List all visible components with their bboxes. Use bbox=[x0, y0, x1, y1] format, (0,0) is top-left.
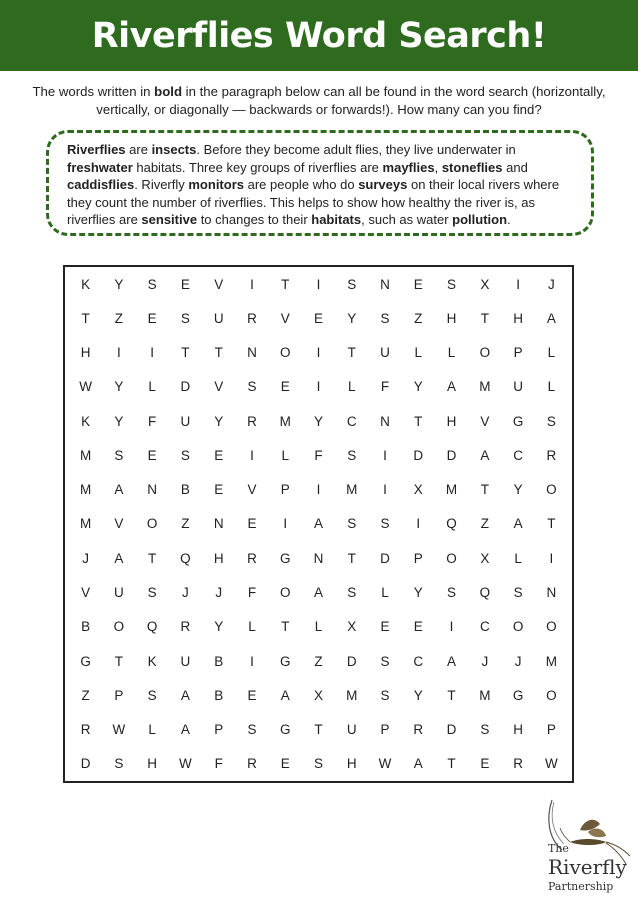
grid-cell[interactable]: X bbox=[413, 482, 423, 498]
grid-cell[interactable]: N bbox=[380, 413, 390, 429]
grid-cell[interactable]: A bbox=[447, 653, 457, 669]
grid-cell[interactable]: R bbox=[180, 619, 191, 635]
grid-cell[interactable]: S bbox=[347, 585, 357, 601]
grid-cell[interactable]: Q bbox=[180, 550, 191, 566]
grid-cell[interactable]: O bbox=[279, 345, 291, 361]
paragraph-text: . Before they become adult flies, they live underwater in bbox=[196, 142, 516, 157]
grid-cell[interactable]: H bbox=[147, 756, 158, 772]
grid-cell[interactable]: G bbox=[279, 653, 291, 669]
grid-cell[interactable]: Z bbox=[314, 653, 323, 669]
grid-cell[interactable]: S bbox=[147, 276, 157, 292]
instructions-text-1: The words written in bbox=[32, 84, 155, 99]
grid-cell[interactable]: O bbox=[113, 619, 125, 635]
grid-cell[interactable]: D bbox=[446, 447, 457, 463]
paragraph-text: , bbox=[434, 159, 442, 175]
grid-cell[interactable]: M bbox=[346, 482, 358, 498]
grid-cell[interactable]: X bbox=[313, 687, 323, 703]
keyword: mayflies bbox=[382, 159, 435, 175]
grid-cell[interactable]: L bbox=[447, 345, 456, 361]
grid-cell[interactable]: P bbox=[546, 722, 556, 738]
grid-cell[interactable]: S bbox=[313, 756, 323, 772]
grid-cell[interactable]: F bbox=[247, 585, 257, 601]
grid-cell[interactable]: E bbox=[413, 276, 423, 292]
grid-cell[interactable]: S bbox=[247, 379, 257, 395]
keyword: Riverflies bbox=[67, 142, 126, 157]
grid-cell[interactable]: M bbox=[80, 482, 92, 498]
grid-cell[interactable]: N bbox=[247, 345, 257, 361]
grid-cell[interactable]: S bbox=[447, 276, 457, 292]
grid-cell[interactable]: J bbox=[481, 653, 489, 669]
grid-cell[interactable]: F bbox=[380, 379, 390, 395]
grid-cell[interactable]: I bbox=[516, 276, 520, 292]
grid-cell[interactable]: T bbox=[447, 687, 456, 703]
grid-cell[interactable]: E bbox=[480, 756, 490, 772]
grid-cell[interactable]: S bbox=[180, 310, 190, 326]
grid-cell[interactable]: Y bbox=[214, 413, 224, 429]
keyword: pollution bbox=[452, 212, 508, 227]
grid-cell[interactable]: L bbox=[547, 345, 556, 361]
keyword: caddisflies bbox=[67, 177, 135, 192]
grid-cell[interactable]: J bbox=[547, 276, 555, 292]
grid-cell[interactable]: M bbox=[279, 413, 291, 429]
grid-cell[interactable]: F bbox=[148, 413, 157, 429]
grid-cell[interactable]: S bbox=[114, 756, 124, 772]
grid-cell[interactable]: E bbox=[280, 756, 290, 772]
grid-cell[interactable]: B bbox=[214, 653, 224, 669]
paragraph-text: , such as water bbox=[361, 212, 453, 227]
grid-cell[interactable]: E bbox=[313, 310, 323, 326]
grid-cell[interactable]: Y bbox=[413, 687, 423, 703]
grid-cell[interactable]: Z bbox=[114, 310, 124, 326]
grid-cell[interactable]: V bbox=[247, 482, 257, 498]
grid-cell[interactable]: U bbox=[114, 585, 124, 601]
paragraph-text: . Riverfly bbox=[134, 177, 189, 192]
grid-cell[interactable]: R bbox=[80, 722, 91, 738]
grid-cell[interactable]: I bbox=[316, 276, 321, 292]
grid-cell[interactable]: L bbox=[148, 379, 156, 395]
page-title: Riverflies Word Search! bbox=[91, 15, 547, 56]
logo-line-the: The bbox=[548, 842, 569, 855]
grid-cell[interactable]: S bbox=[347, 516, 357, 532]
grid-cell[interactable]: P bbox=[280, 482, 290, 498]
grid-cell[interactable]: E bbox=[214, 482, 224, 498]
grid-cell[interactable]: J bbox=[82, 550, 89, 566]
grid-cell[interactable]: S bbox=[147, 585, 157, 601]
grid-cell[interactable]: A bbox=[114, 482, 124, 498]
grid-cell[interactable]: B bbox=[214, 687, 224, 703]
grid-cell[interactable]: C bbox=[479, 619, 490, 635]
grid-cell[interactable]: A bbox=[447, 379, 457, 395]
grid-cell[interactable]: I bbox=[250, 447, 254, 463]
grid-cell[interactable]: I bbox=[383, 447, 387, 463]
grid-cell[interactable]: L bbox=[148, 722, 156, 738]
grid-cell[interactable]: E bbox=[147, 310, 157, 326]
grid-cell[interactable]: S bbox=[380, 516, 390, 532]
grid-cell[interactable]: T bbox=[314, 722, 323, 738]
grid-cell[interactable]: J bbox=[215, 585, 223, 601]
grid-cell[interactable]: R bbox=[247, 310, 257, 326]
paragraph-text: are people who do bbox=[244, 177, 359, 192]
grid-cell[interactable]: X bbox=[347, 619, 357, 635]
grid-cell[interactable]: O bbox=[279, 585, 291, 601]
grid-cell[interactable]: I bbox=[549, 550, 554, 566]
grid-cell[interactable]: P bbox=[413, 550, 423, 566]
grid-cell[interactable]: M bbox=[545, 653, 557, 669]
grid-cell[interactable]: U bbox=[180, 653, 191, 669]
grid-cell[interactable]: O bbox=[446, 550, 457, 566]
grid-cell[interactable]: B bbox=[180, 482, 190, 498]
grid-cell[interactable]: Y bbox=[413, 585, 423, 601]
grid-cell[interactable]: T bbox=[114, 653, 124, 669]
grid-cell[interactable]: N bbox=[546, 585, 557, 601]
grid-cell[interactable]: W bbox=[79, 379, 92, 395]
grid-cell[interactable]: K bbox=[147, 653, 157, 669]
grid-cell[interactable]: Y bbox=[413, 379, 423, 395]
grid-cell[interactable]: N bbox=[213, 516, 224, 532]
grid-cell[interactable]: G bbox=[512, 687, 524, 703]
grid-cell[interactable]: T bbox=[214, 345, 223, 361]
grid-cell[interactable]: H bbox=[446, 413, 457, 429]
keyword: freshwater bbox=[67, 159, 133, 175]
grid-cell[interactable]: T bbox=[480, 310, 489, 326]
grid-cell[interactable]: Z bbox=[81, 687, 90, 703]
grid-cell[interactable]: L bbox=[381, 585, 389, 601]
grid-cell[interactable]: R bbox=[513, 756, 523, 772]
clue-paragraph-box bbox=[46, 130, 594, 236]
grid-cell[interactable]: Q bbox=[446, 516, 457, 532]
logo-line-partnership: Partnership bbox=[548, 880, 614, 893]
grid-cell[interactable]: Q bbox=[479, 585, 491, 601]
grid-cell[interactable]: H bbox=[213, 550, 224, 566]
grid-cell[interactable]: S bbox=[380, 310, 390, 326]
grid-cell[interactable]: H bbox=[80, 345, 91, 361]
grid-cell[interactable]: T bbox=[547, 516, 556, 532]
grid-cell[interactable]: A bbox=[513, 516, 523, 532]
grid-cell[interactable]: O bbox=[546, 619, 557, 635]
grid-cell[interactable]: X bbox=[480, 550, 490, 566]
grid-cell[interactable]: O bbox=[512, 619, 524, 635]
grid-cell[interactable]: S bbox=[480, 722, 490, 738]
paragraph-text: on their local rivers where they count the number of riverflies. This helps to show how healthy the river is, as riverflies are bbox=[67, 177, 560, 227]
grid-cell[interactable]: H bbox=[513, 310, 523, 326]
grid-cell[interactable]: Y bbox=[313, 413, 323, 429]
grid-cell[interactable]: E bbox=[380, 619, 390, 635]
grid-cell[interactable]: D bbox=[80, 756, 91, 772]
grid-cell[interactable]: M bbox=[80, 516, 92, 532]
grid-cell[interactable]: O bbox=[546, 687, 557, 703]
instructions bbox=[20, 83, 618, 119]
grid-cell[interactable]: T bbox=[347, 345, 356, 361]
grid-cell[interactable]: X bbox=[480, 276, 490, 292]
grid-cell[interactable]: A bbox=[480, 447, 490, 463]
grid-cell[interactable]: P bbox=[114, 687, 124, 703]
grid-cell[interactable]: R bbox=[413, 722, 424, 738]
grid-cell[interactable]: J bbox=[514, 653, 522, 669]
grid-cell[interactable]: Z bbox=[480, 516, 489, 532]
grid-cell[interactable]: S bbox=[247, 722, 257, 738]
grid-cell[interactable]: V bbox=[480, 413, 490, 429]
grid-cell[interactable]: E bbox=[413, 619, 423, 635]
grid-cell[interactable]: Z bbox=[414, 310, 423, 326]
grid-cell[interactable]: M bbox=[346, 687, 358, 703]
grid-cell[interactable]: A bbox=[280, 687, 290, 703]
grid-cell[interactable]: G bbox=[80, 653, 91, 669]
grid-cell[interactable]: L bbox=[514, 550, 522, 566]
grid-cell[interactable]: I bbox=[316, 379, 321, 395]
logo-line-riverfly: Riverfly bbox=[548, 855, 627, 879]
grid-cell[interactable]: B bbox=[81, 619, 91, 635]
grid-cell[interactable]: U bbox=[213, 310, 224, 326]
grid-cell[interactable]: G bbox=[279, 550, 291, 566]
paragraph-text: . bbox=[507, 212, 511, 227]
grid-cell[interactable]: T bbox=[148, 550, 157, 566]
grid-cell[interactable]: D bbox=[346, 653, 357, 669]
grid-cell[interactable]: L bbox=[414, 345, 423, 361]
grid-cell[interactable]: L bbox=[281, 447, 289, 463]
grid-cell[interactable]: V bbox=[81, 585, 91, 601]
grid-cell[interactable]: N bbox=[147, 482, 158, 498]
grid-cell[interactable]: I bbox=[150, 345, 155, 361]
grid-cell[interactable]: T bbox=[480, 482, 489, 498]
grid-cell[interactable]: L bbox=[248, 619, 256, 635]
grid-cell[interactable]: I bbox=[449, 619, 454, 635]
paragraph-text: and bbox=[502, 159, 528, 175]
grid-cell[interactable]: A bbox=[413, 756, 423, 772]
grid-cell[interactable]: S bbox=[380, 653, 390, 669]
grid-cell[interactable]: I bbox=[316, 482, 321, 498]
grid-cell[interactable]: R bbox=[247, 550, 257, 566]
grid-cell[interactable]: P bbox=[380, 722, 390, 738]
grid-cell[interactable]: U bbox=[380, 345, 390, 361]
grid-cell[interactable]: W bbox=[378, 756, 392, 772]
grid-cell[interactable]: L bbox=[314, 619, 323, 635]
grid-cell[interactable]: A bbox=[313, 516, 323, 532]
grid-cell[interactable]: I bbox=[117, 345, 121, 361]
grid-cell[interactable]: Y bbox=[114, 413, 124, 429]
grid-cell[interactable]: R bbox=[247, 756, 257, 772]
grid-cell[interactable]: M bbox=[80, 447, 92, 463]
grid-cell[interactable]: W bbox=[112, 722, 126, 738]
grid-cell[interactable]: C bbox=[346, 413, 357, 429]
grid-cell[interactable]: E bbox=[280, 379, 290, 395]
grid-cell[interactable]: T bbox=[347, 550, 356, 566]
grid-cell[interactable]: G bbox=[279, 722, 291, 738]
grid-cell[interactable]: H bbox=[346, 756, 357, 772]
grid-cell[interactable]: S bbox=[513, 585, 523, 601]
paragraph-text: to changes to their bbox=[197, 212, 312, 227]
grid-cell[interactable]: H bbox=[446, 310, 457, 326]
word-search-grid bbox=[63, 265, 574, 783]
grid-cell[interactable]: A bbox=[180, 722, 190, 738]
grid-cell[interactable]: L bbox=[348, 379, 356, 395]
instructions-bold-word: bold bbox=[154, 84, 183, 99]
keyword: habitats bbox=[311, 212, 362, 227]
grid-cell[interactable]: I bbox=[316, 345, 321, 361]
grid-cell[interactable]: O bbox=[479, 345, 491, 361]
grid-cell[interactable]: I bbox=[250, 276, 254, 292]
grid-cell[interactable]: T bbox=[181, 345, 190, 361]
grid-cell[interactable]: S bbox=[147, 687, 157, 703]
grid-cell[interactable]: K bbox=[81, 413, 91, 429]
grid-cell[interactable]: M bbox=[479, 687, 491, 703]
grid-cell[interactable]: S bbox=[546, 413, 556, 429]
grid-cell[interactable]: H bbox=[513, 722, 523, 738]
grid-cell[interactable]: D bbox=[180, 379, 191, 395]
grid-cell[interactable]: P bbox=[513, 345, 523, 361]
paragraph-text: are bbox=[125, 142, 152, 157]
title-banner bbox=[0, 0, 638, 71]
keyword: stoneflies bbox=[441, 159, 503, 175]
grid-cell[interactable]: L bbox=[547, 379, 556, 395]
grid-cell[interactable]: G bbox=[512, 413, 524, 429]
grid-cell[interactable]: U bbox=[180, 413, 191, 429]
grid-cell[interactable]: E bbox=[247, 687, 257, 703]
grid-cell[interactable]: T bbox=[281, 276, 290, 292]
grid-cell[interactable]: D bbox=[380, 550, 390, 566]
grid-cell[interactable]: V bbox=[214, 276, 224, 292]
grid-cell[interactable]: A bbox=[114, 550, 124, 566]
grid-cell[interactable]: E bbox=[247, 516, 257, 532]
grid-cell[interactable]: T bbox=[414, 413, 423, 429]
grid-cell[interactable]: A bbox=[313, 585, 323, 601]
grid-cell[interactable]: O bbox=[546, 482, 557, 498]
grid-cell[interactable]: S bbox=[347, 447, 357, 463]
grid-cell[interactable]: O bbox=[146, 516, 158, 532]
grid-cell[interactable]: V bbox=[114, 516, 124, 532]
grid-cell[interactable]: W bbox=[544, 756, 558, 772]
grid-cell[interactable]: I bbox=[250, 653, 254, 669]
grid-cell[interactable]: I bbox=[283, 516, 288, 532]
grid-cell[interactable]: P bbox=[214, 722, 224, 738]
grid-cell[interactable]: A bbox=[180, 687, 190, 703]
paragraph-text: habitats. Three key groups of riverflies are bbox=[132, 159, 383, 175]
grid-cell[interactable]: Y bbox=[114, 276, 124, 292]
grid-cell[interactable]: Y bbox=[347, 310, 357, 326]
grid-cell[interactable]: I bbox=[416, 516, 421, 532]
keyword: sensitive bbox=[141, 212, 198, 227]
grid-cell[interactable]: J bbox=[182, 585, 189, 601]
grid-cell[interactable]: I bbox=[383, 482, 387, 498]
grid-cell[interactable]: E bbox=[147, 447, 157, 463]
grid-cell[interactable]: V bbox=[214, 379, 224, 395]
grid-cell[interactable]: C bbox=[413, 653, 424, 669]
grid-cell[interactable]: E bbox=[180, 276, 190, 292]
grid-cell[interactable]: T bbox=[281, 619, 290, 635]
keyword: insects bbox=[151, 142, 197, 157]
grid-cell[interactable]: S bbox=[447, 585, 457, 601]
grid-cell[interactable]: Y bbox=[513, 482, 523, 498]
grid-cell[interactable]: T bbox=[447, 756, 456, 772]
grid-cell[interactable]: C bbox=[513, 447, 523, 463]
grid-cell[interactable]: A bbox=[546, 310, 556, 326]
grid-cell[interactable]: Y bbox=[214, 619, 224, 635]
grid-cell[interactable]: R bbox=[247, 413, 257, 429]
keyword: surveys bbox=[358, 177, 408, 192]
grid-cell[interactable]: D bbox=[446, 722, 457, 738]
grid-cell[interactable]: T bbox=[81, 310, 90, 326]
instructions-text-2: in the paragraph below can all be found in the word search (horizontally, vertically, or diagonally — backwards or forwards!). How many can you find? bbox=[96, 84, 606, 117]
grid-cell[interactable]: D bbox=[413, 447, 424, 463]
grid-cell[interactable]: S bbox=[180, 447, 190, 463]
grid-cell[interactable]: M bbox=[445, 482, 458, 498]
keyword: monitors bbox=[188, 177, 244, 192]
grid-cell[interactable]: S bbox=[114, 447, 124, 463]
grid-cell[interactable]: V bbox=[280, 310, 290, 326]
grid-cell[interactable]: F bbox=[314, 447, 323, 463]
grid-cell[interactable]: S bbox=[380, 687, 390, 703]
grid-cell[interactable]: U bbox=[346, 722, 357, 738]
grid-cell[interactable]: Z bbox=[181, 516, 190, 532]
grid-cell[interactable]: N bbox=[380, 276, 390, 292]
grid-cell[interactable]: M bbox=[479, 379, 491, 395]
grid-cell[interactable]: Q bbox=[146, 619, 158, 635]
grid-cell[interactable]: F bbox=[214, 756, 223, 772]
grid-cell[interactable]: R bbox=[546, 447, 557, 463]
grid-cell[interactable]: N bbox=[313, 550, 324, 566]
grid-cell[interactable]: K bbox=[81, 276, 91, 292]
grid-cell[interactable]: Y bbox=[114, 379, 124, 395]
grid-cell[interactable]: U bbox=[513, 379, 523, 395]
grid-cell[interactable]: E bbox=[214, 447, 224, 463]
grid-cell[interactable]: W bbox=[179, 756, 192, 772]
grid-cell[interactable]: S bbox=[347, 276, 357, 292]
